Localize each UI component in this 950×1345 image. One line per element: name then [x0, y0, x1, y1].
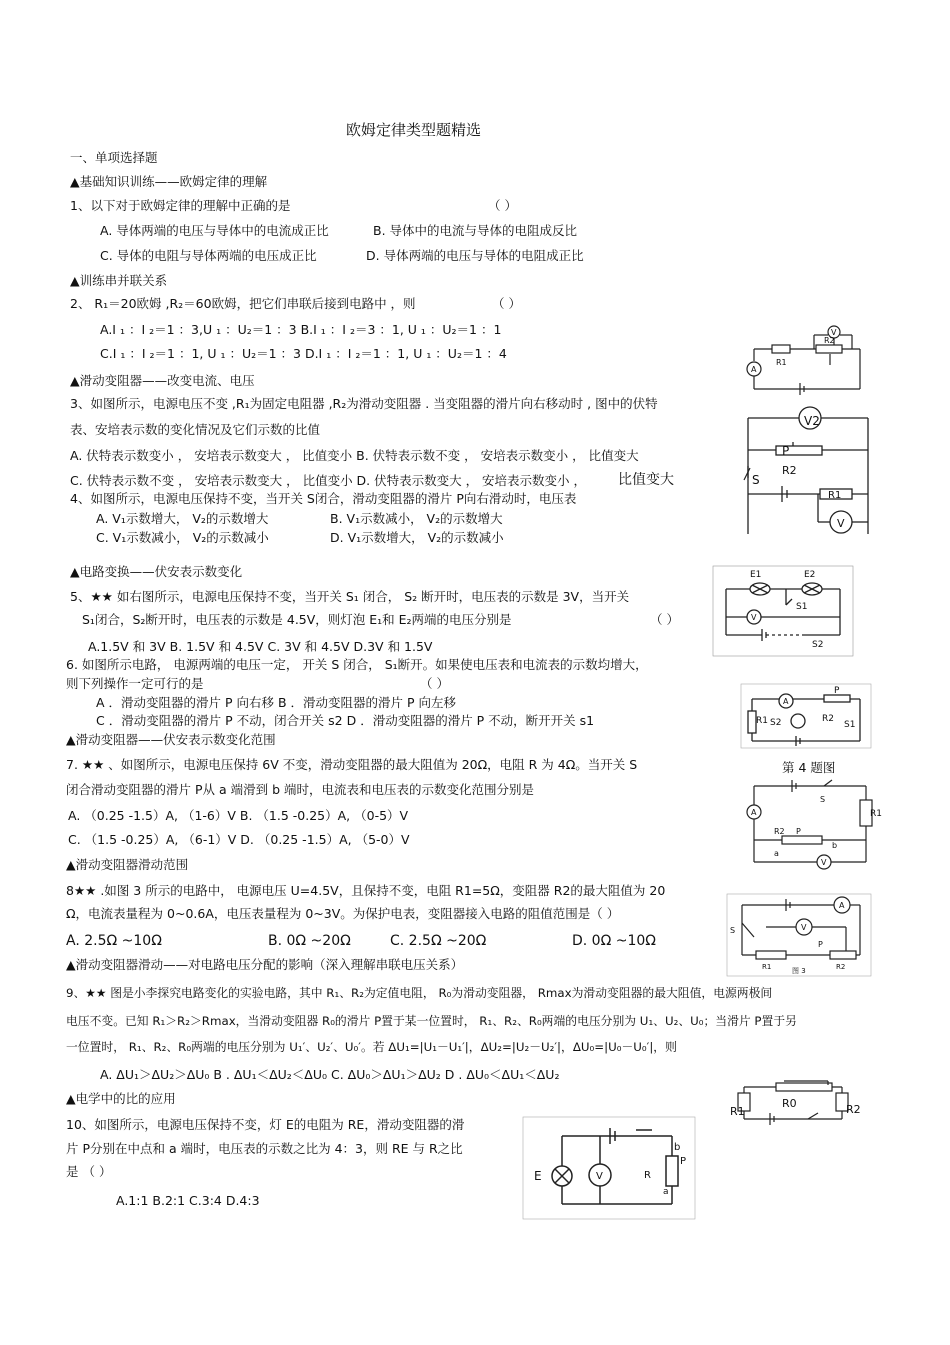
option: A. 2.5Ω ~10Ω [66, 933, 162, 949]
question-text: 片 P分别在中点和 a 端时，电压表的示数之比为 4：3，则 RE 与 R之比 [66, 1141, 463, 1156]
answer-blank: （ ） [650, 612, 679, 627]
voltmeter-label: V [831, 328, 837, 337]
circuit-figure-1 [744, 325, 870, 399]
option: A. 伏特表示数变小 ， 安培表示数变大 ， 比值变小 B. 伏特表示数不变 ， 安培表示数变小 ， 比值变大 [70, 448, 639, 463]
circuit-figure-5 [740, 776, 886, 872]
topic-heading: ▲滑动变阻器——伏安表示数变化范围 [66, 732, 276, 747]
answer-blank: （ ） [492, 296, 521, 311]
question-10: 10、如图所示，电源电压保持不变，灯 E的电阻为 RE，滑动变阻器的滑 [66, 1117, 465, 1132]
option: A. V₁示数增大， V₂的示数增大 [96, 511, 269, 526]
topic-heading: ▲滑动变阻器——改变电流、电压 [70, 373, 255, 388]
figure-caption: 第 4 题图 [782, 760, 836, 775]
slider-p-label: P [818, 940, 823, 949]
option: C ．滑动变阻器的滑片 P 不动，闭合开关 s2 D ．滑动变阻器的滑片 P 不动，断开开关 s1 [96, 713, 595, 728]
r0-label: R0 [782, 1097, 797, 1110]
slider-p-label: P [680, 1156, 687, 1167]
r2-label: R2 [846, 1103, 861, 1116]
circuit-figure-2 [738, 404, 878, 544]
ammeter-label: A [751, 808, 757, 817]
question-text: 是 （ ） [66, 1164, 112, 1179]
option: A.1:1 B.2:1 C.3:4 D.4:3 [116, 1193, 260, 1208]
answer-blank: （ ） [488, 198, 517, 213]
topic-heading: ▲滑动变阻器滑动——对电路电压分配的影响（深入理解串联电压关系） [66, 957, 464, 972]
r1-label: R1 [828, 490, 842, 501]
switch-s-label: S [820, 795, 826, 804]
slider-p-label: P [834, 686, 840, 696]
question-text: S₁闭合，S₂断开时，电压表的示数是 4.5V，则灯泡 E₁和 E₂两端的电压分别是 [82, 612, 512, 627]
question-text: 则下列操作一定可行的是 [66, 676, 204, 691]
ammeter-label: A [783, 697, 789, 706]
switch-s-label: S [730, 926, 736, 935]
option: A. ΔU₁＞ΔU₂＞ΔU₀ B . ΔU₁＜ΔU₂＜ΔU₀ C. ΔU₀＞ΔU₁＞ΔU₂ D . ΔU₀＜ΔU₁＜ΔU₂ [100, 1067, 560, 1082]
option: C. 伏特表示数不变 ， 安培表示数变大 ， 比值变小 D. 伏特表示数变大 ， 安培表示数变小 ， [70, 473, 587, 488]
r1-label: R1 [870, 809, 882, 819]
lamp-e1-label: E1 [750, 570, 762, 580]
circuit-figure-6 [726, 893, 872, 977]
slider-p-label: P [796, 827, 801, 836]
section-heading: 一、单项选择题 [70, 150, 158, 165]
answer-blank: （ ） [420, 676, 449, 691]
option: A.I ₁ ：I ₂＝1 ：3,U ₁ ：U₂＝1 ：3 B.I ₁ ：I ₂＝3 ：1, U ₁ ：U₂＝1 ：1 [100, 322, 502, 337]
option: C. V₁示数减小， V₂的示数减小 [96, 530, 269, 545]
question-2: 2、 R₁＝20欧姆 ,R₂＝60欧姆，把它们串联后接到电路中 ，则 [70, 296, 416, 311]
r1-label: R1 [730, 1105, 745, 1118]
slider-p-label: P [782, 444, 790, 458]
question-4: 4、如图所示，电源电压保持不变，当开关 S闭合，滑动变阻器的滑片 P向右滑动时，电压表 [70, 491, 577, 506]
end-b-label: b [832, 841, 838, 850]
r-label: R [644, 1170, 651, 1181]
question-text: 闭合滑动变阻器的滑片 P从 a 端滑到 b 端时，电流表和电压表的示数变化范围分别是 [66, 782, 535, 797]
option: B. 0Ω ~20Ω [268, 933, 351, 949]
option: C.I ₁ ：I ₂＝1 ：1, U ₁ ：U₂＝1 ：3 D.I ₁ ：I ₂＝1 ：1, U ₁ ：U₂＝1 ：4 [100, 346, 507, 361]
option: D. 0Ω ~10Ω [572, 933, 656, 949]
question-3: 3、如图所示，电源电压不变 ,R₁为固定电阻器 ,R₂为滑动变阻器 . 当变阻器的滑片向右移动时 , 图中的伏特 [70, 396, 658, 411]
r2-label: R2 [836, 963, 846, 971]
option: A.1.5V 和 3V B. 1.5V 和 4.5V C. 3V 和 4.5V D.3V 和 1.5V [88, 639, 433, 654]
option: A ．滑动变阻器的滑片 P 向右移 B ．滑动变阻器的滑片 P 向左移 [96, 695, 457, 710]
option: B. 导体中的电流与导体的电阻成反比 [373, 223, 578, 238]
voltmeter-label: V [596, 1171, 603, 1182]
r2-label: R2 [824, 336, 835, 345]
option: A. 导体两端的电压与导体中的电流成正比 [100, 223, 329, 238]
question-7: 7. ★★ 、如图所示，电源电压保持 6V 不变，滑动变阻器的最大阻值为 20Ω，电阻 R 为 4Ω。当开关 S [66, 757, 638, 772]
topic-heading: ▲基础知识训练——欧姆定律的理解 [70, 174, 268, 189]
voltmeter-label: V [801, 923, 807, 932]
switch-s-label: S [752, 473, 760, 487]
option: C. 导体的电阻与导体两端的电压成正比 [100, 248, 317, 263]
topic-heading: ▲训练串并联关系 [70, 273, 168, 288]
r2-label: R2 [822, 714, 834, 724]
lamp-e-label: E [534, 1169, 542, 1183]
question-1: 1、以下对于欧姆定律的理解中正确的是 [70, 198, 291, 213]
question-8: 8★★ .如图 3 所示的电路中， 电源电压 U=4.5V，且保持不变，电阻 R1=5Ω，变阻器 R2的最大阻值为 20 [66, 883, 666, 898]
topic-heading: ▲电学中的比的应用 [66, 1091, 176, 1106]
voltmeter-v2-label: V2 [804, 414, 820, 428]
question-9: 9、★★ 图是小李探究电路变化的实验电路，其中 R₁、R₂为定值电阻， R₀为滑动变阻器， Rmax为滑动变阻器的最大阻值，电源两极间 [66, 986, 773, 1000]
option: A. （0.25 -1.5）A, （1-6）V B. （1.5 -0.25）A, （0-5）V [68, 808, 409, 823]
r1-label: R1 [762, 963, 772, 971]
circuit-figure-3 [712, 565, 854, 657]
switch-s2-label: S2 [770, 718, 782, 728]
question-text: 电压不变。已知 R₁＞R₂＞Rmax，当滑动变阻器 R₀的滑片 P置于某一位置时， R₁、R₂、R₀两端的电压分别为 U₁、U₂、U₀；当滑片 P置于另 [66, 1014, 797, 1028]
option: D. 导体两端的电压与导体的电阻成正比 [366, 248, 584, 263]
question-text: 表、安培表示数的变化情况及它们示数的比值 [70, 422, 321, 437]
voltmeter-label: V [821, 858, 827, 867]
figure-caption: 图 3 [792, 967, 806, 975]
switch-s2-label: S2 [812, 640, 824, 650]
topic-heading: ▲电路变换——伏安表示数变化 [70, 564, 243, 579]
question-5: 5、★★ 如右图所示，电源电压保持不变，当开关 S₁ 闭合， S₂ 断开时，电压表的示数是 3V，当开关 [70, 589, 630, 604]
switch-s1-label: S1 [844, 720, 856, 730]
r1-label: R1 [756, 716, 768, 726]
end-a-label: a [663, 1187, 669, 1197]
r1-label: R1 [776, 358, 787, 367]
end-a-label: a [774, 849, 779, 858]
lamp-e2-label: E2 [804, 570, 816, 580]
voltmeter-label: V [751, 613, 757, 622]
option: D. V₁示数增大， V₂的示数减小 [330, 530, 504, 545]
question-text: 一位置时， R₁、R₂、R₀两端的电压分别为 U₁′、U₂′、U₀′。若 ΔU₁=|U₁－U₁′|，ΔU₂=|U₂－U₂′|，ΔU₀=|U₀－U₀′|，则 [66, 1040, 677, 1054]
option: C. 2.5Ω ~20Ω [390, 933, 487, 949]
option: C. （1.5 -0.25）A, （6-1）V D. （0.25 -1.5）A, （5-0）V [68, 832, 410, 847]
option-end: 比值变大 [618, 472, 674, 488]
page-title: 欧姆定律类型题精选 [346, 121, 482, 139]
r2-label: R2 [774, 827, 785, 836]
circuit-figure-4 [740, 683, 872, 749]
switch-s1-label: S1 [796, 602, 808, 612]
circuit-figure-7 [728, 1079, 868, 1129]
circuit-figure-8 [522, 1116, 696, 1220]
ammeter-label: A [839, 901, 845, 910]
option: B. V₁示数减小， V₂的示数增大 [330, 511, 503, 526]
voltmeter-v1-label: V [837, 517, 845, 530]
question-text: Ω，电流表量程为 0~0.6A，电压表量程为 0~3V。为保护电表，变阻器接入电路的阻值范围是（ ） [66, 906, 620, 921]
r2-label: R2 [782, 464, 797, 477]
question-6: 6. 如图所示电路， 电源两端的电压一定， 开关 S 闭合， S₁断开。如果使电压表和电流表的示数均增大， [66, 657, 648, 672]
ammeter-label: A [751, 365, 757, 374]
end-b-label: b [674, 1142, 681, 1153]
topic-heading: ▲滑动变阻器滑动范围 [66, 857, 189, 872]
